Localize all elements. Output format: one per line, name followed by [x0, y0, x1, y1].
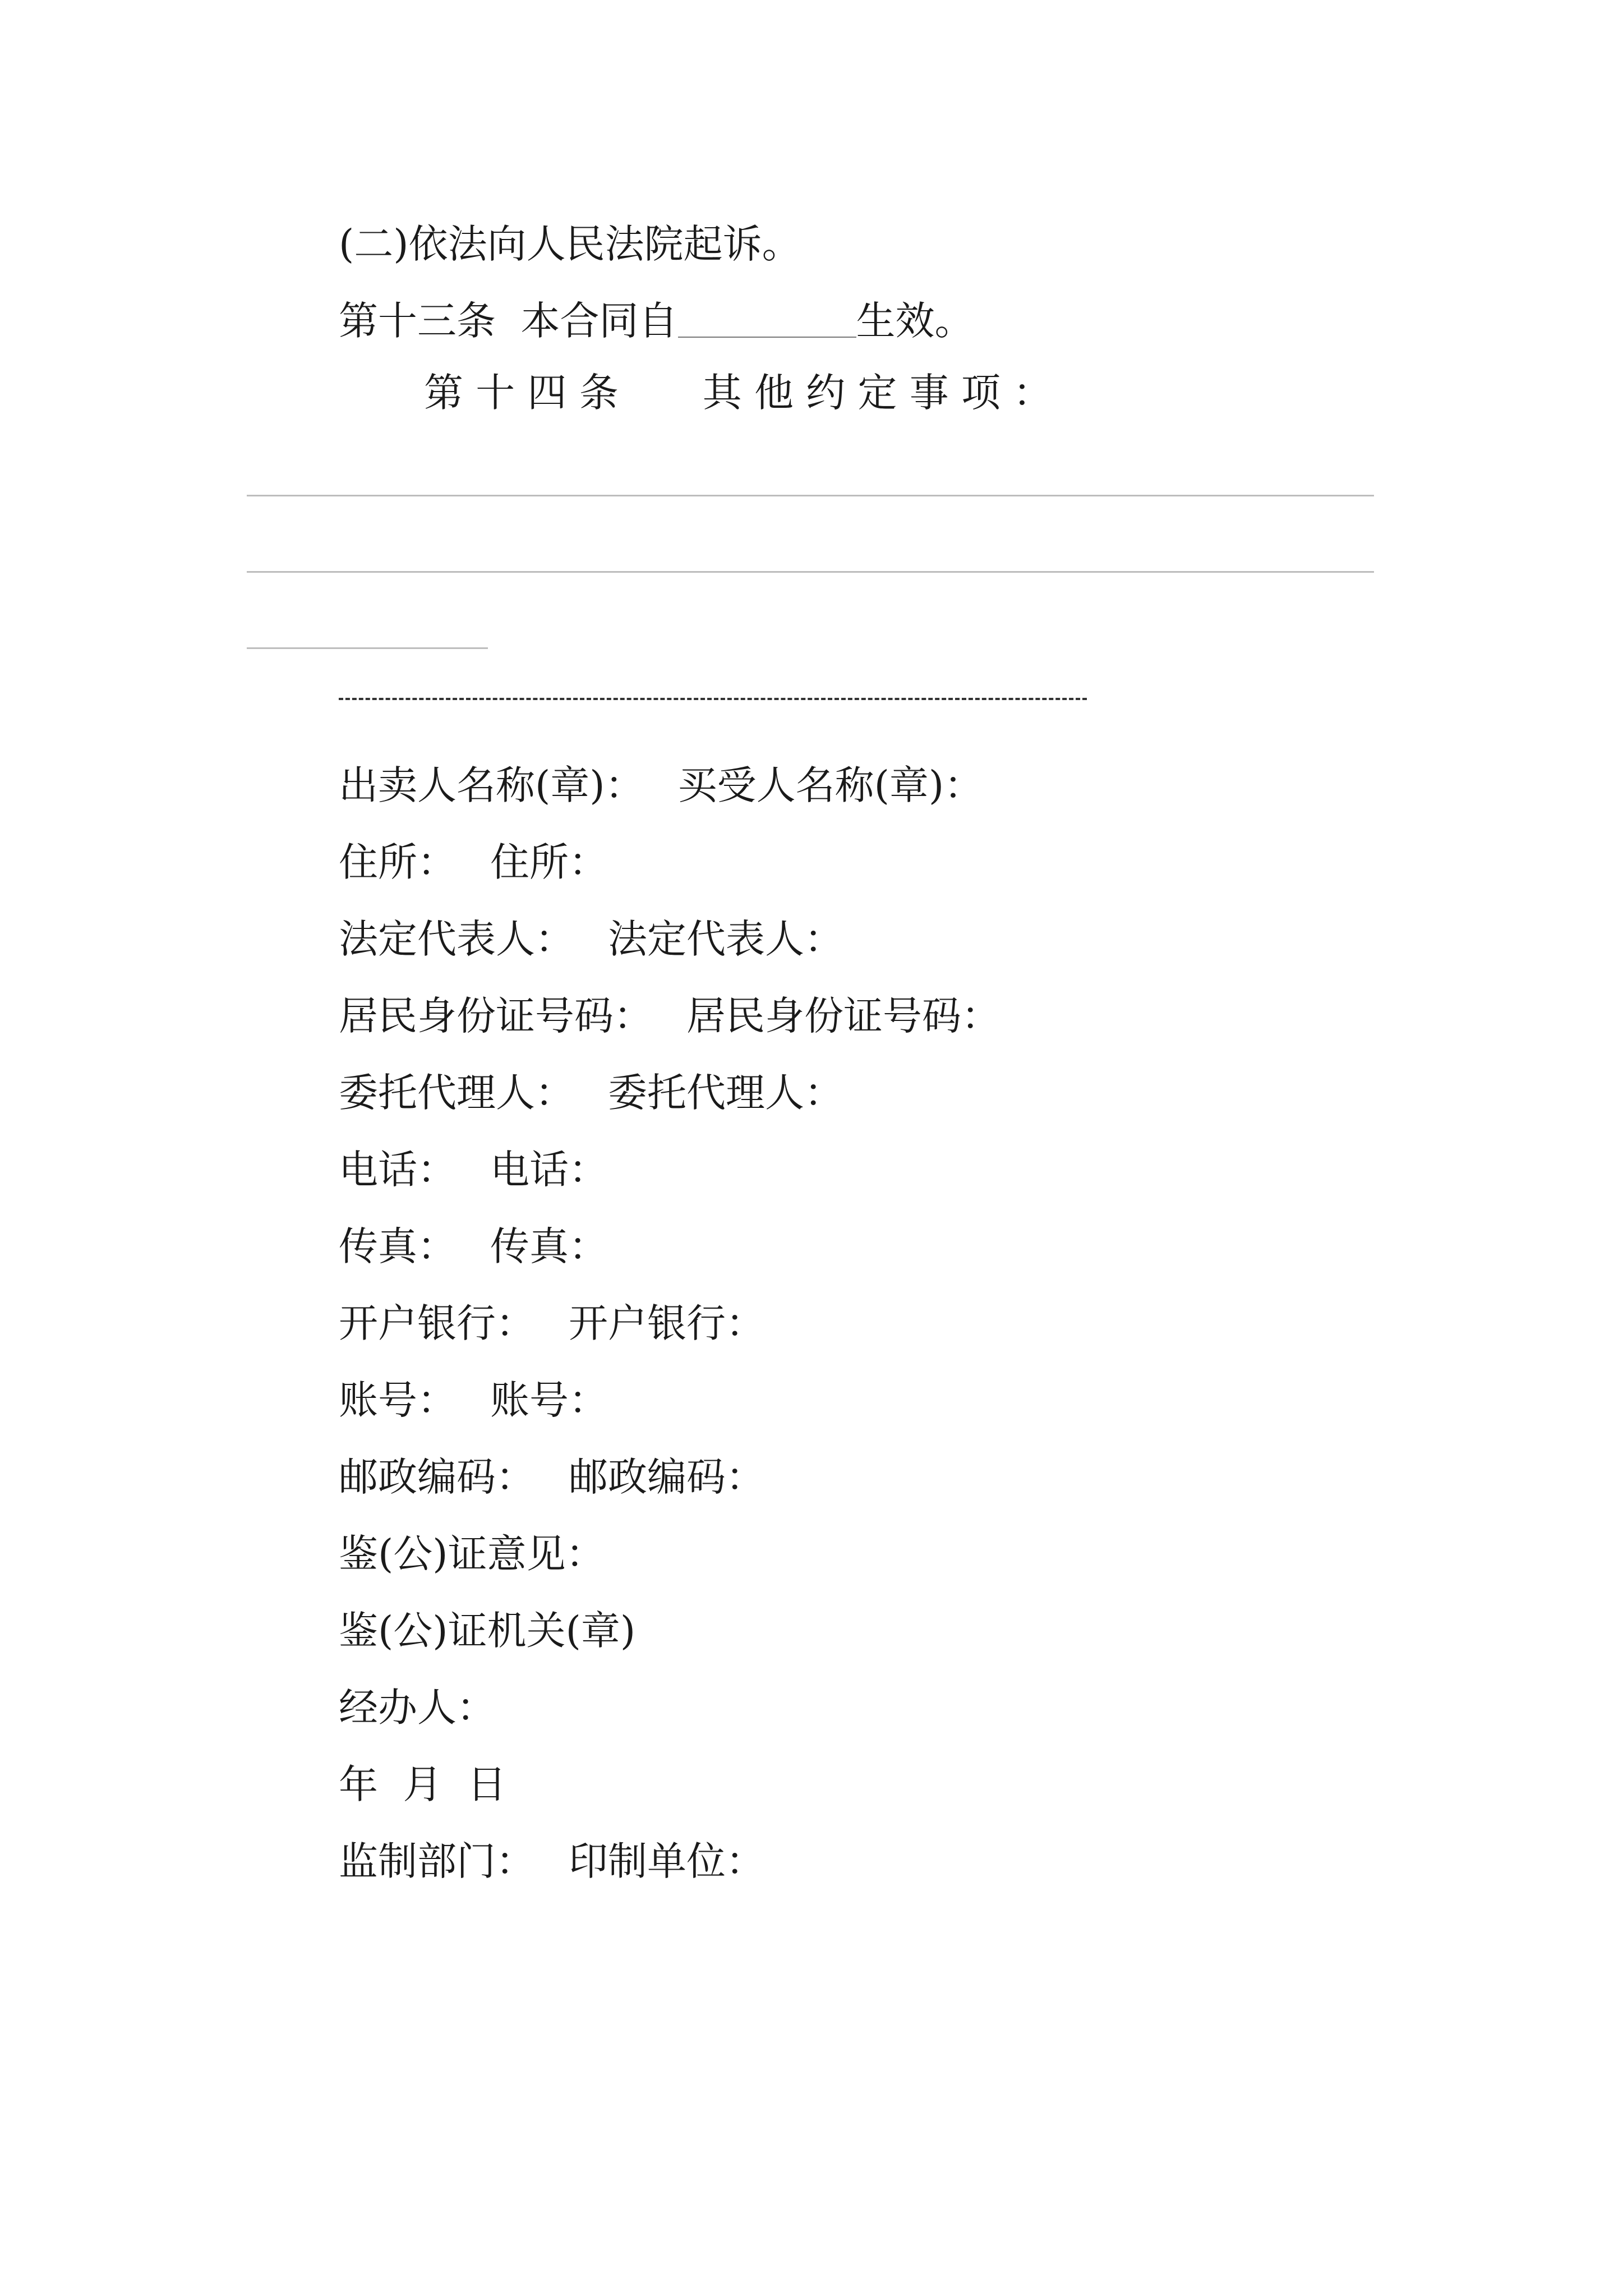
seller-fax-label: 传真： — [339, 1223, 457, 1269]
bank-row — [339, 1300, 765, 1346]
article-13-suffix: 生效。 — [856, 298, 974, 344]
printer-label: 印制单位： — [569, 1838, 765, 1884]
seller-phone-label: 电话： — [339, 1147, 457, 1193]
fill-line-1 — [247, 495, 1374, 496]
buyer-account-label: 账号： — [490, 1377, 608, 1423]
buyer-agent-label: 委托代理人： — [608, 1070, 843, 1116]
lawsuit-clause: (二)依法向人民法院起诉。 — [339, 221, 801, 267]
id-number-row — [339, 993, 1000, 1039]
seller-postcode-label: 邮政编码： — [339, 1454, 535, 1500]
buyer-postcode-label: 邮政编码： — [569, 1454, 765, 1500]
seller-legal-rep-label: 法定代表人： — [339, 916, 574, 962]
article-13 — [339, 298, 974, 344]
buyer-id-label: 居民身份证号码： — [686, 993, 1000, 1039]
address-row — [339, 839, 608, 885]
fax-row — [339, 1223, 608, 1269]
legal-rep-row — [339, 916, 843, 962]
seller-id-label: 居民身份证号码： — [339, 993, 653, 1039]
article-14-heading — [424, 370, 1053, 416]
notary-office-label: 鉴(公)证机关(章) — [339, 1608, 636, 1654]
article-13-prefix: 第十三条 本合同自 — [339, 298, 678, 344]
supervisor-label: 监制部门： — [339, 1838, 535, 1884]
date-label: 年 月 日 — [339, 1761, 507, 1807]
postcode-row — [339, 1454, 765, 1500]
buyer-name-label: 买受人名称(章)： — [677, 762, 984, 808]
fill-line-3 — [247, 647, 488, 649]
phone-row — [339, 1147, 608, 1193]
footer-row — [339, 1838, 765, 1884]
effective-date-blank — [678, 303, 856, 338]
account-row — [339, 1377, 608, 1423]
seller-agent-label: 委托代理人： — [339, 1070, 574, 1116]
buyer-address-label: 住所： — [490, 839, 608, 885]
buyer-bank-label: 开户银行： — [569, 1300, 765, 1346]
fill-line-2 — [247, 571, 1374, 573]
agent-row — [339, 1070, 843, 1116]
buyer-legal-rep-label: 法定代表人： — [608, 916, 843, 962]
article-14-label: 第 十 四 条 — [424, 370, 619, 416]
seller-account-label: 账号： — [339, 1377, 457, 1423]
handler-label: 经办人： — [339, 1685, 496, 1731]
buyer-fax-label: 传真： — [490, 1223, 608, 1269]
article-14-title: 其 他 约 定 事 项 ： — [702, 370, 1053, 416]
seller-name-label: 出卖人名称(章)： — [339, 762, 644, 808]
buyer-phone-label: 电话： — [490, 1147, 608, 1193]
party-names-row — [339, 762, 984, 808]
seller-address-label: 住所： — [339, 839, 457, 885]
dashed-separator — [339, 698, 1087, 700]
notary-opinion-label: 鉴(公)证意见： — [339, 1531, 605, 1577]
seller-bank-label: 开户银行： — [339, 1300, 535, 1346]
